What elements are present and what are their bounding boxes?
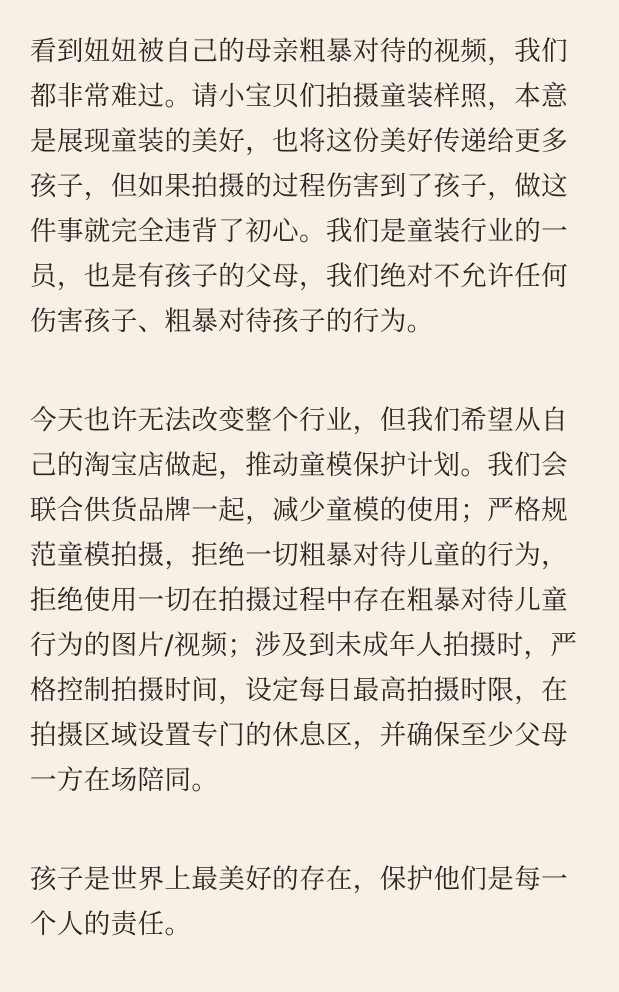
paragraph-2: 今天也许无法改变整个行业，但我们希望从自 己的淘宝店做起，推动童模保护计划。我们会 联合供货品牌一起，减少童模的使用；严格规 范童模拍摄，拒绝一切粗暴对待儿童的行为， 拒绝使用一切在拍摄过程中存在粗暴对待儿童 行为的图片/视频；涉及到未成年人拍摄时，严 格控制拍摄时间，设定每日最高拍摄时限，在 拍摄区域设置专门的休息区，并确保至少父母 一方在场陪同。 <box>30 405 578 796</box>
paragraph-1: 看到妞妞被自己的母亲粗暴对待的视频，我们 都非常难过。请小宝贝们拍摄童装样照，本意 是展现童装的美好，也将这份美好传递给更多 孩子，但如果拍摄的过程伤害到了孩子，做这 件事就完全违背了初心。我们是童装行业的一 员，也是有孩子的父母，我们绝对不允许任何 伤害孩子、粗暴对待孩子的行为。 <box>30 36 568 337</box>
article-body <box>30 29 602 947</box>
paragraph-3: 孩子是世界上最美好的存在，保护他们是每一 个人的责任。 <box>30 864 568 940</box>
